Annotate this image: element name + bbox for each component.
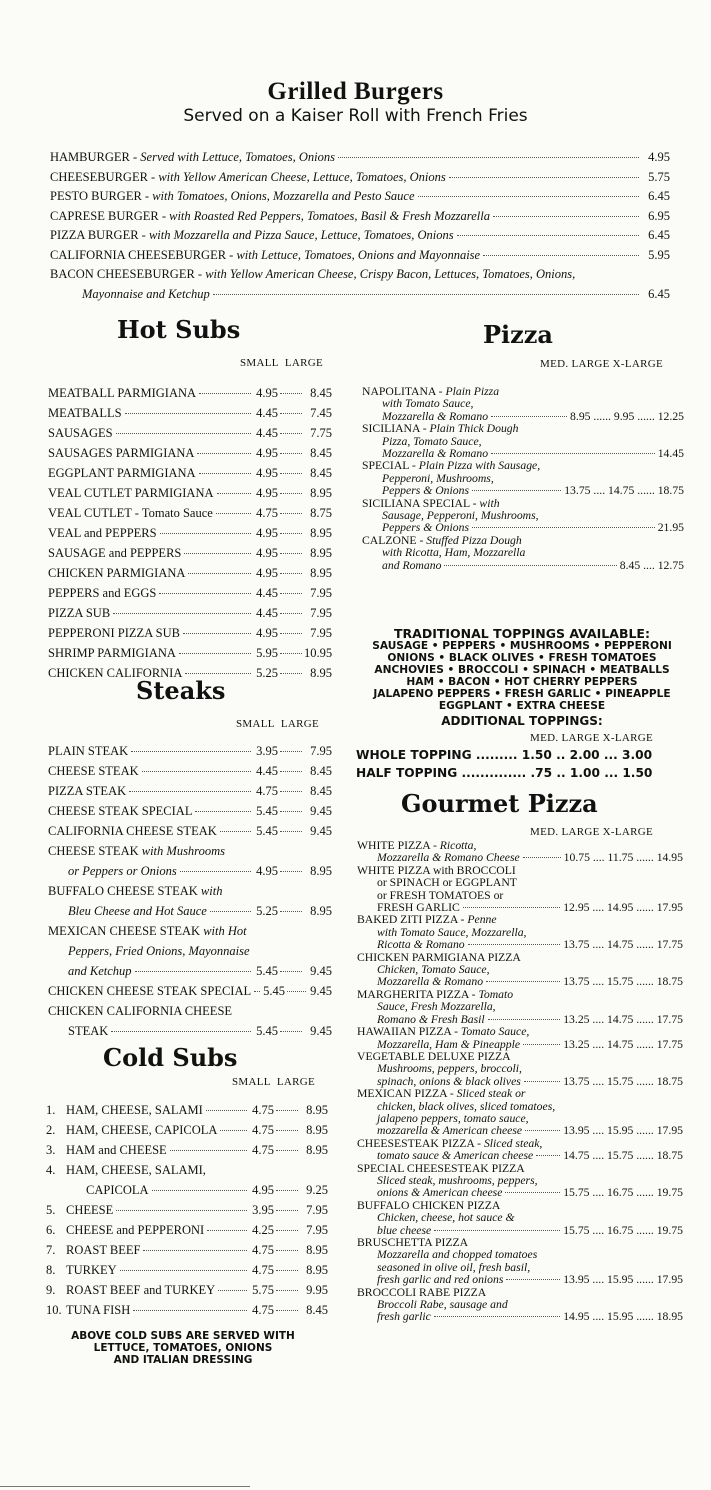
small-price: 4.95 xyxy=(256,486,278,500)
description-text: fresh garlic xyxy=(377,1310,431,1324)
item-name-text: CALZONE - xyxy=(362,533,427,547)
item-name-text: SPECIAL - xyxy=(362,459,419,473)
item-name xyxy=(357,914,497,926)
small-price: 4.95 xyxy=(256,546,278,560)
pizza-title: Pizza xyxy=(483,320,553,349)
description-text: Pizza, Tomato Sauce, xyxy=(382,434,482,448)
description-text: blue cheese xyxy=(377,1223,432,1237)
menu-item: 5. CHEESE 3.95 7.95 xyxy=(46,1203,328,1217)
large-price: 8.45 xyxy=(310,446,332,460)
cold-subs-title: Cold Subs xyxy=(103,1043,238,1072)
dot-leader xyxy=(188,573,251,574)
large-price: 8.95 xyxy=(310,666,332,680)
menu-item xyxy=(48,446,332,466)
menu-item-continued: CAPICOLA 4.95 9.25 xyxy=(86,1183,328,1197)
menu-item xyxy=(48,586,332,606)
item-name: EGGPLANT PARMIGIANA xyxy=(48,466,196,480)
item-prices: 13.75 .... 15.75 ...... 18.75 xyxy=(563,1074,683,1088)
menu-item-continued: STEAK 5.45 9.45 xyxy=(68,1024,332,1038)
item-name-text: BROCCOLI RABE PIZZA xyxy=(357,1285,487,1299)
item-name-text: SICILIANA SPECIAL - xyxy=(362,496,480,510)
dot-leader xyxy=(197,453,251,454)
large-price: 7.75 xyxy=(310,426,332,440)
menu-item-continued: Peppers, Fried Onions, Mayonnaise xyxy=(68,944,250,958)
menu-item-continued: Bleu Cheese and Hot Sauce 5.25 8.95 xyxy=(68,904,332,918)
item-prices: 13.25 .... 14.75 ...... 17.75 xyxy=(563,1012,683,1026)
small-price: 5.95 xyxy=(256,646,278,660)
large-price: 7.95 xyxy=(310,586,332,600)
menu-item xyxy=(48,646,332,666)
item-name: VEAL CUTLET - Tomato Sauce xyxy=(48,506,213,520)
item-prices: 10.75 .... 11.75 ...... 14.95 xyxy=(563,851,683,865)
menu-item: CHEESEBURGER - with Yellow American Cheese, Lettuce, Tomatoes, Onions 5.75 xyxy=(50,169,670,184)
item-name-text: BAKED ZITI PIZZA - xyxy=(357,913,468,927)
dot-leader xyxy=(280,633,302,634)
small-price: 4.75 xyxy=(256,506,278,520)
large-price: 7.45 xyxy=(310,406,332,420)
menu-item: CHICKEN CALIFORNIA CHEESE xyxy=(48,1004,233,1018)
menu-item: MEXICAN CHEESE STEAK with Hot xyxy=(48,924,247,938)
item-name-desc: Ricotta, xyxy=(439,839,477,852)
dot-leader xyxy=(199,473,251,474)
item-name: PEPPERS and EGGS xyxy=(48,586,157,600)
burgers-subtitle: Served on a Kaiser Roll with French Fries xyxy=(183,106,528,126)
description-text: seasoned in olive oil, fresh basil, xyxy=(377,1260,531,1274)
item-prices: 13.95 .... 15.95 ...... 17.95 xyxy=(563,1273,683,1287)
burgers-title: Grilled Burgers xyxy=(267,78,444,105)
menu-item-description xyxy=(357,1212,683,1224)
dot-leader xyxy=(524,1081,560,1082)
item-prices: 12.95 .... 14.95 ...... 17.95 xyxy=(563,901,683,915)
cold-subs-note: ABOVE COLD SUBS ARE SERVED WITH LETTUCE, TOMATOES, ONIONS AND ITALIAN DRESSING xyxy=(71,1330,295,1366)
item-prices: 13.75 .... 15.75 ...... 18.75 xyxy=(563,975,683,989)
dot-leader xyxy=(116,433,251,434)
menu-item xyxy=(48,566,332,586)
dot-leader xyxy=(185,673,251,674)
dot-leader xyxy=(280,673,302,674)
menu-item xyxy=(48,526,332,546)
small-price: 4.45 xyxy=(256,426,278,440)
small-price: 4.95 xyxy=(256,446,278,460)
additional-toppings-title: ADDITIONAL TOPPINGS: xyxy=(441,714,603,728)
large-price: 8.95 xyxy=(310,486,332,500)
dot-leader xyxy=(491,416,567,417)
menu-item-description xyxy=(357,877,683,889)
item-name: MEATBALL PARMIGIANA xyxy=(48,386,197,400)
item-name-desc: Sliced steak, xyxy=(483,1136,543,1150)
dot-leader xyxy=(280,453,302,454)
item-name: VEAL CUTLET PARMIGIANA xyxy=(48,486,214,500)
item-name: SHRIMP PARMIGIANA xyxy=(48,646,176,660)
gourmet-columns: MED. LARGE X-LARGE xyxy=(530,826,654,838)
menu-item xyxy=(357,1088,683,1100)
large-price: 8.95 xyxy=(310,546,332,560)
menu-item xyxy=(48,626,332,646)
dot-leader xyxy=(523,857,561,858)
large-price: 8.95 xyxy=(310,526,332,540)
menu-item: PIZZA STEAK 4.75 8.45 xyxy=(48,784,332,798)
dot-leader xyxy=(280,413,302,414)
item-prices: 15.75 .... 16.75 ...... 19.75 xyxy=(563,1223,683,1237)
item-name-desc: Sliced steak or xyxy=(456,1087,526,1101)
menu-item-description xyxy=(362,560,684,572)
pizza-columns: MED. LARGE X-LARGE xyxy=(540,358,664,370)
large-price: 10.95 xyxy=(304,646,333,660)
menu-item: CHEESE STEAK SPECIAL 5.45 9.45 xyxy=(48,804,332,818)
item-name: SAUSAGES xyxy=(48,426,113,440)
menu-item-description xyxy=(362,398,684,410)
menu-item xyxy=(357,1026,683,1038)
item-name: PEPPERONI PIZZA SUB xyxy=(48,626,180,640)
item-prices: 14.75 .... 15.75 ...... 18.75 xyxy=(563,1149,683,1163)
description-text: Mozzarella and chopped tomatoes xyxy=(377,1248,538,1262)
item-name-desc: Tomato xyxy=(478,987,514,1001)
menu-item-continued: or Peppers or Onions 4.95 8.95 xyxy=(68,864,332,878)
item-name-text: BUFFALO CHICKEN PIZZA xyxy=(357,1198,501,1212)
dot-leader xyxy=(183,633,251,634)
large-price: 7.95 xyxy=(310,626,332,640)
dot-leader xyxy=(280,493,302,494)
menu-item: 8. TURKEY 4.75 8.95 xyxy=(46,1263,328,1277)
menu-item: 9. ROAST BEEF and TURKEY 5.75 9.95 xyxy=(46,1283,328,1297)
item-name: CHICKEN PARMIGIANA xyxy=(48,566,186,580)
dot-leader xyxy=(523,1044,560,1045)
small-price: 4.95 xyxy=(256,526,278,540)
description-text: mozzarella & American cheese xyxy=(377,1124,523,1138)
dot-leader xyxy=(506,1279,560,1280)
dot-leader xyxy=(280,573,302,574)
pizza-list xyxy=(362,386,684,572)
dot-leader xyxy=(280,653,302,654)
item-name-text: CHICKEN PARMIGIANA PIZZA xyxy=(357,950,521,964)
menu-item-continued: and Ketchup 5.45 9.45 xyxy=(68,964,332,978)
toppings-columns: MED. LARGE X-LARGE xyxy=(530,732,654,744)
small-price: 4.45 xyxy=(256,586,278,600)
dot-leader xyxy=(280,513,302,514)
dot-leader xyxy=(486,981,560,982)
item-name-desc: Plain Thick Dough xyxy=(429,422,519,436)
dot-leader xyxy=(280,393,302,394)
dot-leader xyxy=(179,653,251,654)
burgers-list xyxy=(50,150,670,306)
dot-leader xyxy=(488,1019,561,1020)
menu-item: 3. HAM and CHEESE 4.75 8.95 xyxy=(46,1143,328,1157)
item-name-text: WHITE PIZZA with BROCCOLI xyxy=(357,863,516,877)
dot-leader xyxy=(280,473,302,474)
menu-item xyxy=(48,406,332,426)
small-price: 4.95 xyxy=(256,466,278,480)
toppings-title: TRADITIONAL TOPPINGS AVAILABLE: xyxy=(394,626,650,641)
item-name xyxy=(357,1026,529,1038)
footer-rule xyxy=(0,1486,250,1487)
menu-item xyxy=(357,914,683,926)
menu-item-description xyxy=(357,1063,683,1075)
description-text: Chicken, Tomato Sauce, xyxy=(377,963,490,977)
cold-subs-columns: SMALL LARGE xyxy=(232,1076,316,1088)
steaks-title: Steaks xyxy=(136,676,226,705)
description-text: or FRESH TOMATOES or xyxy=(377,888,504,902)
menu-item: CHEESE STEAK 4.45 8.45 xyxy=(48,764,332,778)
menu-item-description xyxy=(362,547,684,559)
menu-item: 2. HAM, CHEESE, CAPICOLA 4.75 8.95 xyxy=(46,1123,328,1137)
item-name: CHICKEN CALIFORNIA xyxy=(48,666,183,680)
item-prices: 21.95 xyxy=(657,521,684,535)
dot-leader xyxy=(160,533,251,534)
menu-item-description xyxy=(357,1249,683,1261)
description-text: Chicken, cheese, hot sauce & xyxy=(377,1211,515,1225)
dot-leader xyxy=(113,613,251,614)
large-price: 8.45 xyxy=(310,386,332,400)
description-text: Mozzarella & Romano xyxy=(382,409,489,423)
dot-leader xyxy=(468,944,561,945)
menu-item xyxy=(48,546,332,566)
toppings-list: SAUSAGE • PEPPERS • MUSHROOMS • PEPPERONI ONIONS • BLACK OLIVES • FRESH TOMATOES ANCHOVIES • BROCCOLI • SPINACH • MEATBALLS HAM • BACON • HOT CHERRY PEPPERS JALAPENO PEPPERS • FRESH GARLIC • PINEAPPLE EGGPLANT • EXTRA CHEESE xyxy=(372,640,672,712)
description-text: tomato sauce & American cheese xyxy=(377,1149,534,1163)
item-name-desc: Plain Pizza xyxy=(445,385,500,398)
item-prices: 8.45 .... 12.75 xyxy=(619,558,684,572)
item-name-text: MEXICAN PIZZA - xyxy=(357,1087,457,1101)
menu-item: BACON CHEESEBURGER - with Yellow American Cheese, Crispy Bacon, Lettuces, Tomatoes, Onions, xyxy=(50,267,576,281)
item-name-text: BRUSCHETTA PIZZA xyxy=(357,1236,469,1249)
description-text: with Tomato Sauce, Mozzarella, xyxy=(377,925,527,939)
dot-leader xyxy=(216,513,251,514)
item-name-text: VEGETABLE DELUXE PIZZA xyxy=(357,1049,511,1063)
description-text: with Ricotta, Ham, Mozzarella xyxy=(382,546,526,560)
menu-item: 7. ROAST BEEF 4.75 8.95 xyxy=(46,1243,328,1257)
description-text: Mozzarella & Romano xyxy=(377,975,484,989)
menu-item: 6. CHEESE and PEPPERONI 4.25 7.95 xyxy=(46,1223,328,1237)
item-prices: 14.45 xyxy=(657,447,684,461)
menu-item: CALIFORNIA CHEESEBURGER - with Lettuce, Tomatoes, Onions and Mayonnaise 5.95 xyxy=(50,247,670,262)
menu-item: 4. HAM, CHEESE, SALAMI, xyxy=(46,1163,206,1177)
description-text: chicken, black olives, sliced tomatoes, xyxy=(377,1099,556,1113)
item-prices: 14.95 .... 15.95 ...... 18.95 xyxy=(563,1310,683,1324)
description-text: Mushrooms, peppers, broccoli, xyxy=(377,1062,522,1076)
item-prices: 13.75 .... 14.75 ...... 17.75 xyxy=(563,938,683,952)
description-text: jalapeno peppers, tomato sauce, xyxy=(377,1111,529,1125)
menu-item xyxy=(48,506,332,526)
description-text: fresh garlic and red onions xyxy=(377,1273,504,1287)
gourmet-list xyxy=(357,840,683,1324)
item-name xyxy=(362,423,518,435)
menu-item: CHEESE STEAK with Mushrooms xyxy=(48,844,225,858)
item-name-text: NAPOLITANA - xyxy=(362,385,446,398)
large-price: 8.45 xyxy=(310,466,332,480)
dot-leader xyxy=(536,1155,560,1156)
description-text: and Romano xyxy=(382,558,442,572)
item-name-text: SICILIANA - xyxy=(362,422,430,436)
dot-leader xyxy=(280,533,302,534)
item-name: MEATBALLS xyxy=(48,406,122,420)
menu-item-continued: Mayonnaise and Ketchup 6.45 xyxy=(82,286,670,301)
description-text: with Tomato Sauce, xyxy=(382,397,474,411)
item-name xyxy=(362,460,540,472)
item-name-text: SPECIAL CHEESESTEAK PIZZA xyxy=(357,1161,525,1175)
dot-leader xyxy=(125,413,251,414)
dot-leader xyxy=(463,907,560,908)
item-name-desc: with xyxy=(479,496,500,510)
menu-item: CAPRESE BURGER - with Roasted Red Peppers, Tomatoes, Basil & Fresh Mozzarella 6.95 xyxy=(50,208,670,223)
half-topping-price: HALF TOPPING .............. .75 .. 1.00 ... 1.50 xyxy=(356,766,653,780)
menu-item: CALIFORNIA CHEESE STEAK 5.45 9.45 xyxy=(48,824,332,838)
item-name xyxy=(357,1088,525,1100)
description-text: spinach, onions & black olives xyxy=(377,1074,521,1088)
menu-item: 10. TUNA FISH 4.75 8.45 xyxy=(46,1303,328,1317)
menu-item: HAMBURGER - Served with Lettuce, Tomatoes, Onions 4.95 xyxy=(50,150,670,164)
dot-leader xyxy=(434,1316,560,1317)
dot-leader xyxy=(280,433,302,434)
dot-leader xyxy=(491,453,655,454)
dot-leader xyxy=(184,553,251,554)
large-price: 7.95 xyxy=(310,606,332,620)
gourmet-title: Gourmet Pizza xyxy=(401,789,598,818)
dot-leader xyxy=(199,393,251,394)
small-price: 4.95 xyxy=(256,566,278,580)
description-text: Broccoli Rabe, sausage and xyxy=(377,1298,508,1312)
item-prices: 13.75 .... 14.75 ...... 18.75 xyxy=(564,484,684,498)
menu-item-description xyxy=(357,1311,683,1323)
large-price: 8.75 xyxy=(310,506,332,520)
description-text: Pepperoni, Mushrooms, xyxy=(382,471,494,485)
dot-leader xyxy=(280,553,302,554)
item-prices: 13.25 .... 14.75 ...... 17.75 xyxy=(563,1037,683,1051)
description-text: Romano & Fresh Basil xyxy=(377,1012,485,1026)
dot-leader xyxy=(505,1192,560,1193)
item-name-text: WHITE PIZZA - xyxy=(357,839,440,852)
description-text: Sauce, Fresh Mozzarella, xyxy=(377,1000,496,1014)
item-prices: 13.95 .... 15.95 ...... 17.95 xyxy=(563,1124,683,1138)
hot-subs-title: Hot Subs xyxy=(117,315,241,344)
item-name: SAUSAGE and PEPPERS xyxy=(48,546,182,560)
small-price: 4.45 xyxy=(256,606,278,620)
menu-item-description xyxy=(357,1001,683,1013)
menu-item: PESTO BURGER - with Tomatoes, Onions, Mozzarella and Pesto Sauce 6.45 xyxy=(50,189,670,203)
small-price: 5.25 xyxy=(256,666,278,680)
item-name-desc: Tomato Sauce, xyxy=(460,1025,530,1039)
dot-leader xyxy=(472,527,655,528)
item-name-text: HAWAIIAN PIZZA - xyxy=(357,1025,461,1039)
description-text: Sausage, Pepperoni, Mushrooms, xyxy=(382,509,539,523)
menu-item: PIZZA BURGER - with Mozzarella and Pizza Sauce, Lettuce, Tomatoes, Onions 6.45 xyxy=(50,228,670,242)
menu-item xyxy=(362,460,684,472)
dot-leader xyxy=(525,1130,560,1131)
dot-leader xyxy=(217,493,251,494)
description-text: or SPINACH or EGGPLANT xyxy=(377,876,517,890)
whole-topping-price: WHOLE TOPPING ......... 1.50 .. 2.00 ... 3.00 xyxy=(356,748,653,762)
large-price: 8.95 xyxy=(310,566,332,580)
item-name: VEAL and PEPPERS xyxy=(48,526,157,540)
item-name-desc: Penne xyxy=(467,913,497,927)
item-name: SAUSAGES PARMIGIANA xyxy=(48,446,195,460)
small-price: 4.95 xyxy=(256,626,278,640)
item-name-text: MARGHERITA PIZZA - xyxy=(357,987,479,1001)
item-prices: 15.75 .... 16.75 ...... 19.75 xyxy=(563,1186,683,1200)
item-name-desc: Plain Pizza with Sausage, xyxy=(418,459,541,473)
item-name: PIZZA SUB xyxy=(48,606,111,620)
hot-subs-list xyxy=(48,386,332,686)
description-text: Peppers & Onions xyxy=(382,521,469,535)
dot-leader xyxy=(434,1230,560,1231)
item-prices: 8.95 ...... 9.95 ...... 12.25 xyxy=(570,409,684,423)
cold-subs-list xyxy=(46,1103,328,1323)
description-text: Mozzarella & Romano xyxy=(382,447,489,461)
hot-subs-columns: SMALL LARGE xyxy=(240,357,324,369)
steaks-list xyxy=(48,744,332,1044)
dot-leader xyxy=(280,613,302,614)
dot-leader xyxy=(280,593,302,594)
description-text: FRESH GARLIC xyxy=(377,901,460,915)
menu-item xyxy=(48,486,332,506)
menu-item: PLAIN STEAK 3.95 7.95 xyxy=(48,744,332,758)
dot-leader xyxy=(444,565,616,566)
item-name-desc: Stuffed Pizza Dough xyxy=(426,533,522,547)
menu-item xyxy=(48,606,332,626)
menu-item: CHICKEN CHEESE STEAK SPECIAL 5.45 9.45 xyxy=(48,984,332,998)
description-text: Ricotta & Romano xyxy=(377,938,465,952)
small-price: 4.45 xyxy=(256,406,278,420)
description-text: Mozzarella, Ham & Pineapple xyxy=(377,1037,521,1051)
dot-leader xyxy=(472,490,561,491)
menu-item xyxy=(48,386,332,406)
menu-item xyxy=(48,466,332,486)
small-price: 4.95 xyxy=(256,386,278,400)
description-text: Sliced steak, mushrooms, peppers, xyxy=(377,1173,538,1187)
menu-item: BUFFALO CHEESE STEAK with xyxy=(48,884,223,898)
dot-leader xyxy=(159,593,251,594)
menu-item: 1. HAM, CHEESE, SALAMI 4.75 8.95 xyxy=(46,1103,328,1117)
menu-item xyxy=(362,423,684,435)
description-text: Peppers & Onions xyxy=(382,484,469,498)
description-text: Mozzarella & Romano Cheese xyxy=(377,851,520,865)
description-text: onions & American cheese xyxy=(377,1186,503,1200)
steaks-columns: SMALL LARGE xyxy=(236,718,320,730)
item-name-text: CHEESESTEAK PIZZA - xyxy=(357,1136,484,1150)
menu-item xyxy=(48,426,332,446)
